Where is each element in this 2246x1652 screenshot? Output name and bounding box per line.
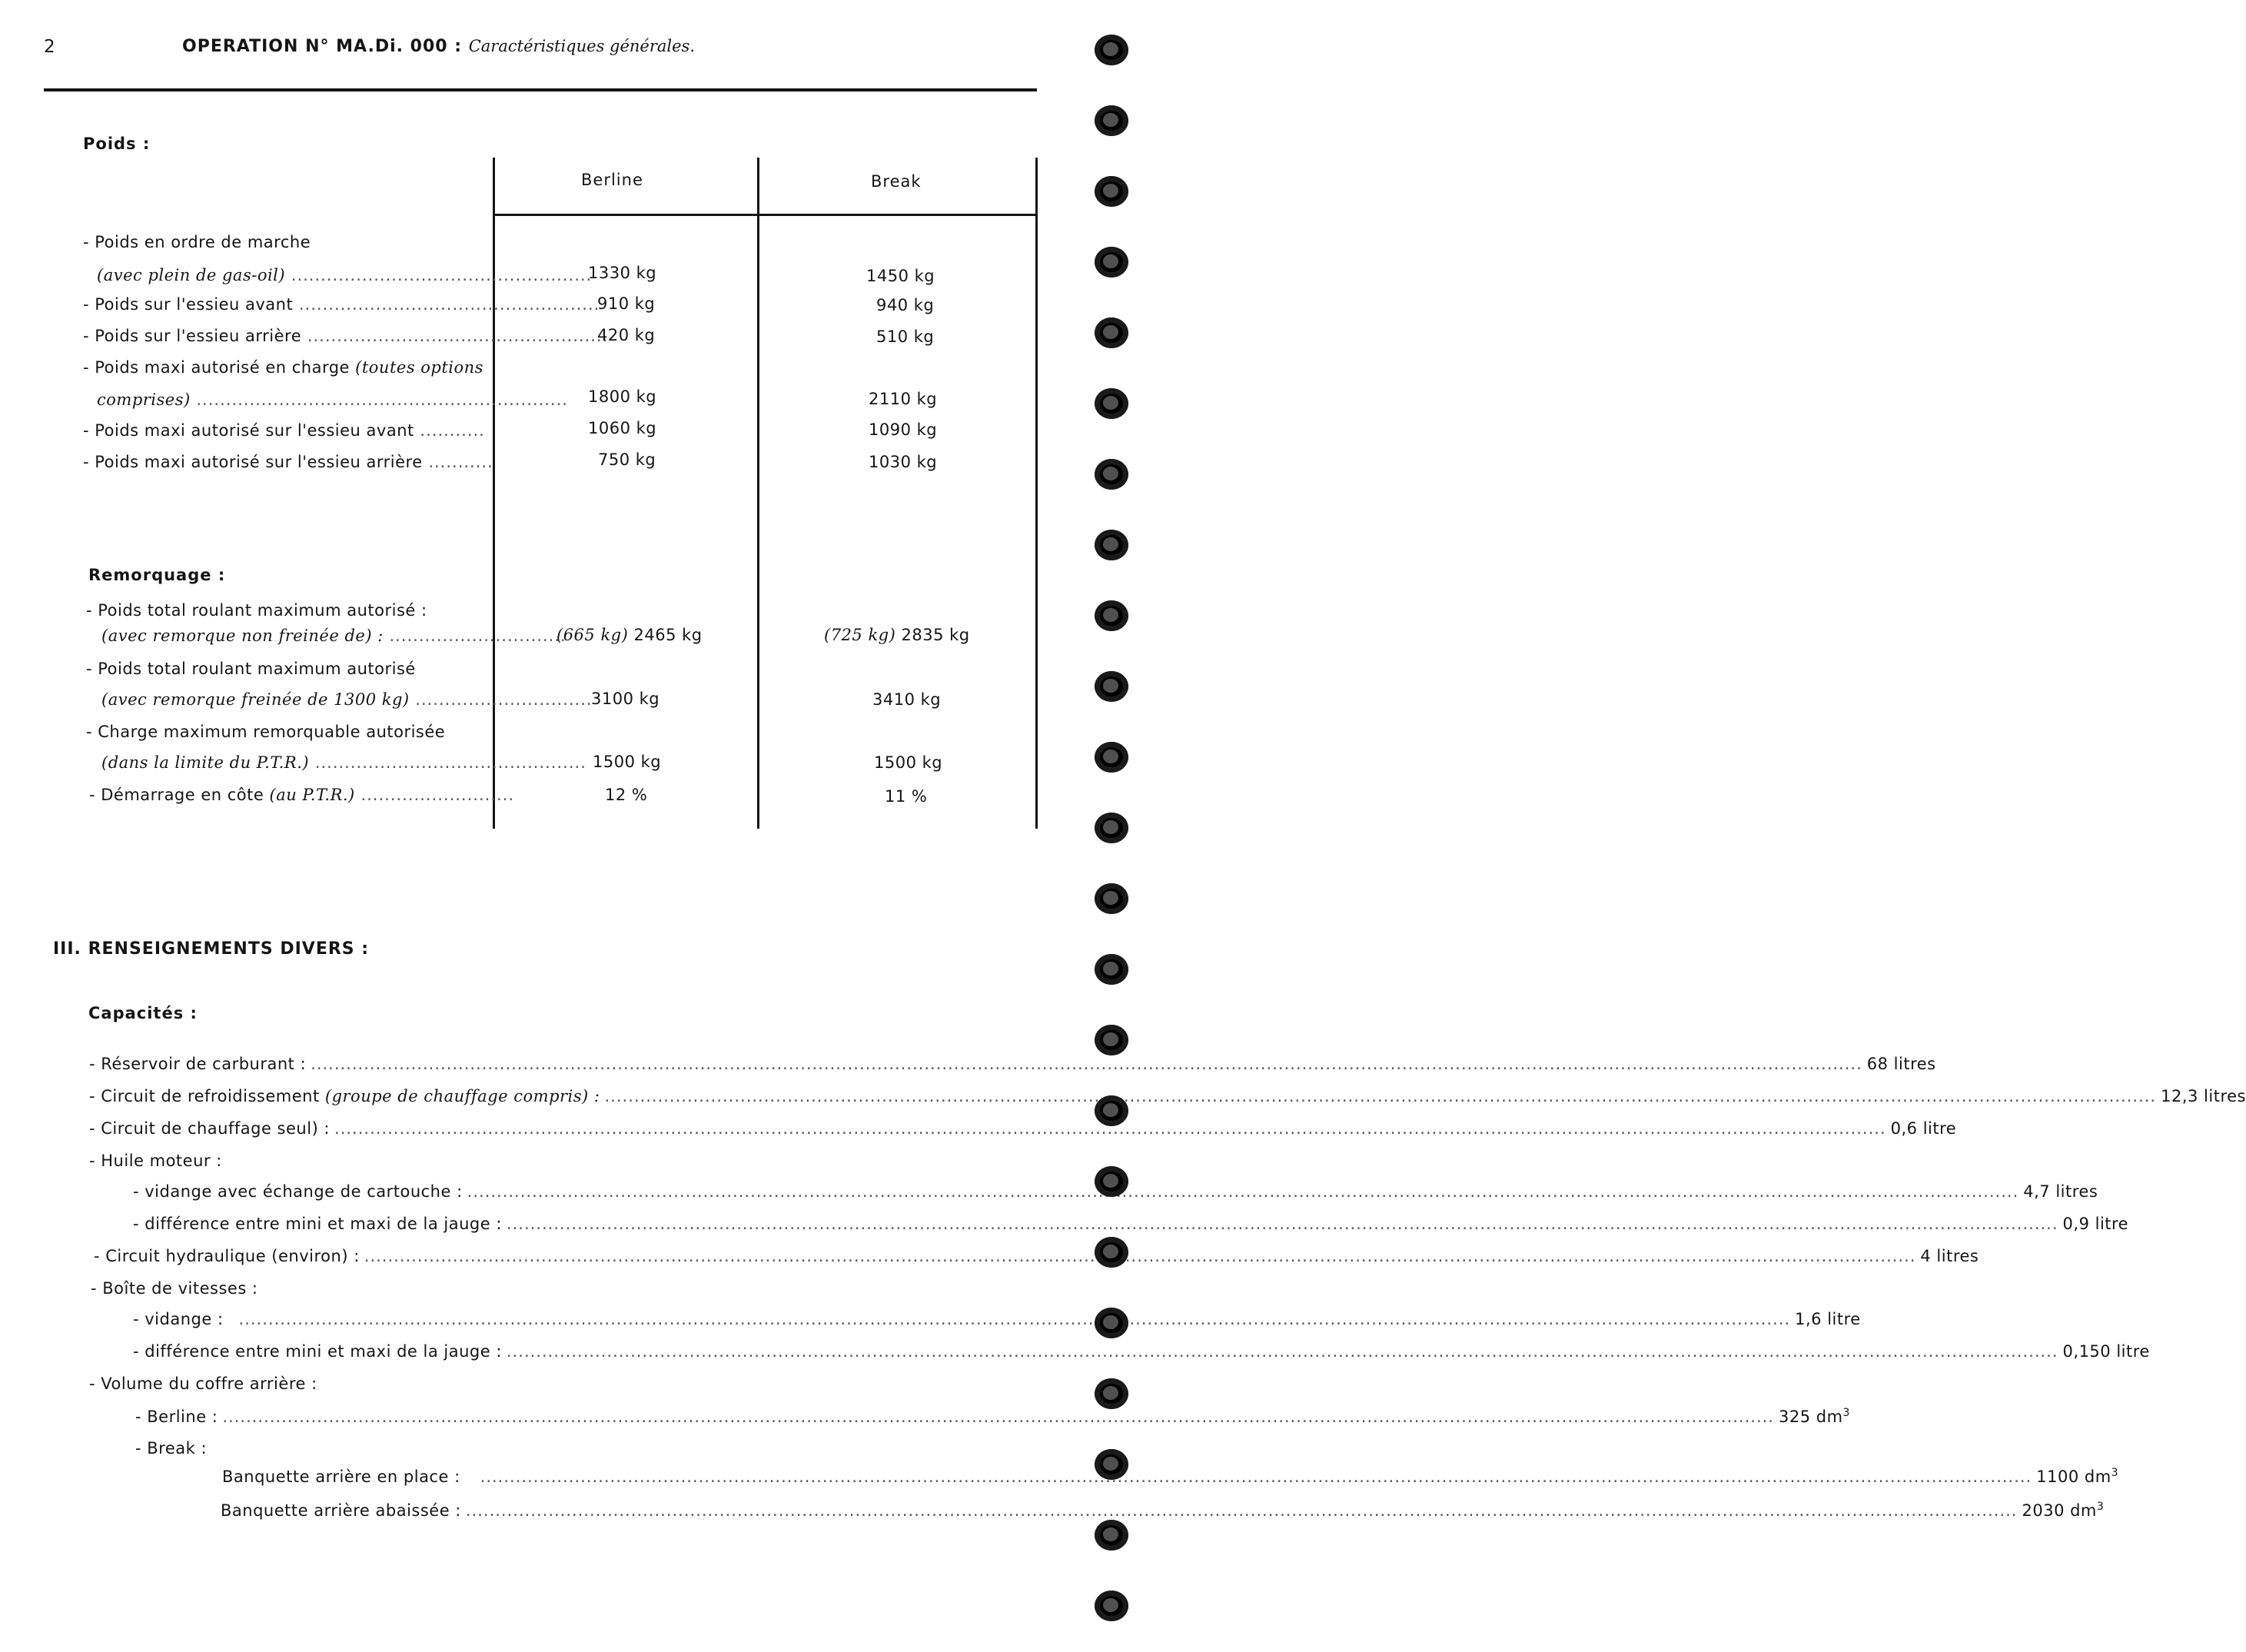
binder-hole-icon <box>1095 530 1128 560</box>
remorquage-row-4-label: - Démarrage en côte (au P.T.R.) .......................... <box>89 786 514 804</box>
poids-row-3-label: - Poids sur l'essieu arrière ................................................... <box>83 327 609 345</box>
capacity-row-banquette-en-place: Banquette arrière en place : ..... 1100 $dm^3$ <box>222 1467 1025 1486</box>
poids-row-4-sublabel: comprises) ............................................................... <box>97 391 568 409</box>
binder-hole-icon <box>1095 105 1128 136</box>
table-divider-left <box>493 158 495 829</box>
binder-hole-icon <box>1095 176 1128 207</box>
poids-heading: Poids : <box>83 135 151 153</box>
column-header-break: Break <box>871 172 922 191</box>
binder-hole-icon <box>1095 600 1128 631</box>
poids-row-1-label: - Poids en ordre de marche <box>83 233 311 251</box>
remorquage-heading: Remorquage : <box>88 566 226 584</box>
remorquage-row-3-berline: 1500 kg <box>593 753 662 771</box>
poids-row-5-break: 1090 kg <box>869 420 938 439</box>
poids-row-6-break: 1030 kg <box>869 453 938 471</box>
capacity-group-coffre-break: - Break : <box>135 1439 208 1458</box>
binder-hole-icon <box>1095 1308 1128 1338</box>
poids-row-3-berline: 420 kg <box>597 326 656 344</box>
capacity-row-carburant: - Réservoir de carburant : ..... 68 litres <box>89 1055 1027 1073</box>
binder-hole-icon <box>1095 671 1128 702</box>
remorquage-row-1-break: (725 kg) 2835 kg <box>824 626 970 644</box>
binder-hole-icon <box>1095 1095 1128 1126</box>
remorquage-row-4-break: 11 % <box>885 787 928 806</box>
capacites-heading: Capacités : <box>88 1004 198 1022</box>
capacity-row-circuit-hydraulique: - Circuit hydraulique (environ) : ..... 4 litres <box>94 1247 1015 1265</box>
remorquage-row-4-berline: 12 % <box>605 786 648 804</box>
capacity-row-refroidissement: - Circuit de refroidissement (groupe de chauffage compris) : ..... 12,3 litres <box>89 1087 1031 1105</box>
poids-row-5-berline: 1060 kg <box>588 419 657 437</box>
page-subtitle: Caractéristiques générales. <box>468 37 696 55</box>
binder-hole-icon <box>1095 1025 1128 1055</box>
poids-row-2-break: 940 kg <box>876 296 935 314</box>
binder-hole-icon <box>1095 1591 1128 1621</box>
binder-hole-icon <box>1095 1237 1128 1268</box>
header-rule <box>44 88 1037 91</box>
poids-row-3-break: 510 kg <box>876 327 935 346</box>
capacity-row-vidange-boite: - vidange : ..... 1,6 litre <box>133 1310 1023 1328</box>
binder-hole-icon <box>1095 247 1128 278</box>
poids-row-4-break: 2110 kg <box>869 390 938 408</box>
capacity-row-jauge-boite: - différence entre mini et maxi de la jauge : ..... 0,150 litre <box>133 1342 1042 1361</box>
column-header-berline: Berline <box>581 171 643 189</box>
capacity-row-banquette-abaissee: Banquette arrière abaissée : ..... 2030 $dm^3$ <box>221 1501 1025 1520</box>
binder-hole-icon <box>1095 883 1128 914</box>
remorquage-row-2-break: 3410 kg <box>872 690 942 709</box>
binder-hole-icon <box>1095 459 1128 490</box>
binder-hole-icon <box>1095 1378 1128 1409</box>
page-title <box>182 37 695 56</box>
remorquage-row-1-sublabel: (avec remorque non freinée de) : .............................. <box>101 627 566 645</box>
remorquage-row-3-break: 1500 kg <box>874 753 943 772</box>
capacity-row-jauge-huile: - différence entre mini et maxi de la jauge : ..... 0,9 litre <box>133 1215 1021 1233</box>
binder-hole-icon <box>1095 388 1128 419</box>
section-heading-renseignements: III. RENSEIGNEMENTS DIVERS : <box>53 939 370 959</box>
poids-row-1-berline: 1330 kg <box>588 264 657 282</box>
capacity-group-boite-vitesses: - Boîte de vitesses : <box>91 1279 258 1298</box>
capacity-row-coffre-berline: - Berline : ..... 325 $dm^3$ <box>135 1407 1015 1426</box>
operation-code: OPERATION N° MA.Di. 000 : <box>182 37 463 56</box>
binder-hole-icon <box>1095 742 1128 773</box>
poids-row-2-berline: 910 kg <box>597 294 656 313</box>
poids-row-5-label: - Poids maxi autorisé sur l'essieu avant ........... <box>83 421 485 440</box>
poids-row-2-label: - Poids sur l'essieu avant ................................................... <box>83 295 600 314</box>
poids-row-6-label: - Poids maxi autorisé sur l'essieu arrière ........... <box>83 453 493 471</box>
capacity-group-volume-coffre: - Volume du coffre arrière : <box>89 1374 317 1393</box>
capacity-row-vidange-huile: - vidange avec échange de cartouche : ..... 4,7 litres <box>133 1182 1030 1201</box>
remorquage-row-1-label: - Poids total roulant maximum autorisé : <box>86 601 427 620</box>
remorquage-row-1-berline: (665 kg) 2465 kg <box>557 626 703 644</box>
binder-hole-icon <box>1095 1520 1128 1551</box>
remorquage-row-3-sublabel: (dans la limite du P.T.R.) .............................................. <box>101 753 586 772</box>
table-header-rule <box>493 214 1038 216</box>
poids-row-1-sublabel: (avec plein de gas-oil) ................................................... <box>97 266 593 284</box>
binder-hole-icon <box>1095 813 1128 843</box>
poids-row-6-berline: 750 kg <box>598 450 656 469</box>
table-divider-middle <box>757 158 759 829</box>
binder-hole-icon <box>1095 317 1128 348</box>
capacity-row-chauffage: - Circuit de chauffage seul) : ..... 0,6 litre <box>89 1119 1022 1138</box>
remorquage-row-2-sublabel: (avec remorque freinée de 1300 kg) .............................. <box>101 690 593 709</box>
poids-row-1-break: 1450 kg <box>866 267 935 285</box>
remorquage-row-2-berline: 3100 kg <box>591 690 660 708</box>
binder-hole-icon <box>1095 954 1128 985</box>
binder-hole-icon <box>1095 35 1128 65</box>
poids-row-4-berline: 1800 kg <box>588 387 657 406</box>
page-number: 2 <box>44 37 55 57</box>
remorquage-row-2-label: - Poids total roulant maximum autorisé <box>86 660 416 678</box>
remorquage-row-3-label: - Charge maximum remorquable autorisée <box>86 723 446 741</box>
capacity-group-huile-moteur: - Huile moteur : <box>89 1152 222 1170</box>
table-divider-right <box>1035 158 1038 829</box>
binder-hole-icon <box>1095 1449 1128 1480</box>
binder-hole-icon <box>1095 1166 1128 1197</box>
poids-row-4-label: - Poids maxi autorisé en charge (toutes options <box>83 358 483 377</box>
